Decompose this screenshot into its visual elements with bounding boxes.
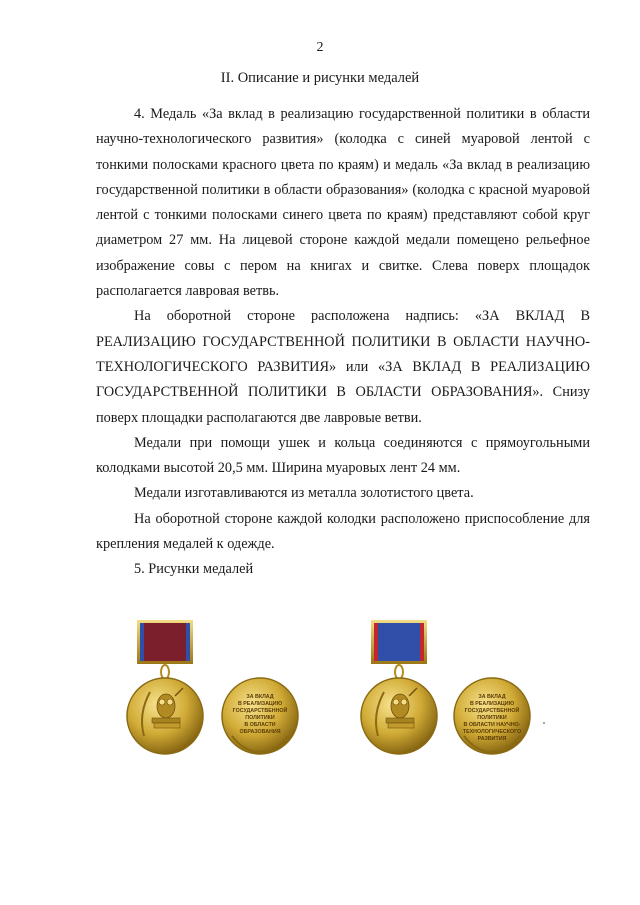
paragraph-ribbon-bars: Медали при помощи ушек и кольца соединяются с прямоугольными колодками высотой 20,5 мм. Ширина муаровых лент 24 мм.	[96, 434, 590, 477]
reverse-inscription-line: В РЕАЛИЗАЦИЮ	[469, 701, 515, 707]
medal-science-figure	[355, 618, 545, 758]
page-number: 2	[316, 40, 324, 55]
reverse-inscription-line: ГОСУДАРСТВЕННОЙ	[232, 708, 288, 714]
document-body	[96, 102, 590, 583]
ribbon-blue-moire	[374, 623, 424, 661]
ribbon-red-stripe-left	[374, 623, 378, 661]
reverse-inscription-line: ЗА ВКЛАД	[478, 694, 506, 700]
reverse-inscription-line: ТЕХНОЛОГИЧЕСКОГО	[462, 729, 522, 735]
reverse-inscription-line: ЗА ВКЛАД	[246, 694, 274, 700]
ribbon-red-moire	[140, 623, 190, 661]
reverse-inscription-line: ПОЛИТИКИ	[477, 715, 507, 721]
paragraph-fastening: На оборотной стороне каждой колодки расположено приспособление для крепления медалей к одежде.	[96, 510, 590, 553]
paragraph-medal-description: 4. Медаль «За вклад в реализацию государственной политики в области научно-технологического развития» (колодка с синей муаровой лентой с тонкими полосками красного цвета по краям) и медаль «За вклад в реализацию государственной политики в области образования» (колодка с красной муаровой лентой с тонкими полосками синего цвета по краям) представляют собой круг диаметром 27 мм. На лицевой стороне каждой медали помещено рельефное изображение совы с пером на книгах и свитке. Слева поверх площадок располагается лавровая ветвь.	[96, 106, 590, 300]
paragraph-figures-heading: 5. Рисунки медалей	[134, 561, 254, 578]
reverse-inscription-line: ГОСУДАРСТВЕННОЙ	[464, 708, 520, 714]
ribbon-red-stripe-right	[420, 623, 424, 661]
reverse-inscription-line: В РЕАЛИЗАЦИЮ	[237, 701, 283, 707]
medal-education-figure	[120, 618, 310, 758]
suspension-ring	[161, 665, 169, 679]
medal-science-drawing	[355, 618, 545, 758]
section-title: II. Описание и рисунки медалей	[220, 70, 420, 86]
reverse-inscription-line: В ОБЛАСТИ	[244, 722, 276, 728]
reverse-inscription-line: ПОЛИТИКИ	[245, 715, 275, 721]
suspension-ring	[395, 665, 403, 679]
ribbon-blue-stripe-right	[186, 623, 190, 661]
scan-artifact	[543, 722, 545, 724]
reverse-inscription-line: ОБРАЗОВАНИЯ	[239, 729, 281, 735]
ribbon-blue-stripe-left	[140, 623, 144, 661]
medal-education-drawing	[120, 618, 310, 758]
paragraph-reverse-inscription: На оборотной стороне расположена надпись: «ЗА ВКЛАД В РЕАЛИЗАЦИЮ ГОСУДАРСТВЕННОЙ ПОЛИТИКИ В ОБЛАСТИ НАУЧНО-ТЕХНОЛОГИЧЕСКОГО РАЗВИТИЯ» или «ЗА ВКЛАД В РЕАЛИЗАЦИЮ ГОСУДАРСТВЕННОЙ ПОЛИТИКИ В ОБЛАСТИ ОБРАЗОВАНИЯ». Снизу поверх площадки располагаются две лавровые ветви.	[96, 308, 590, 426]
paragraph-metal: Медали изготавливаются из металла золотистого цвета.	[134, 485, 474, 502]
reverse-inscription-line: РАЗВИТИЯ	[477, 736, 507, 742]
reverse-inscription-line: В ОБЛАСТИ НАУЧНО-	[463, 722, 521, 728]
